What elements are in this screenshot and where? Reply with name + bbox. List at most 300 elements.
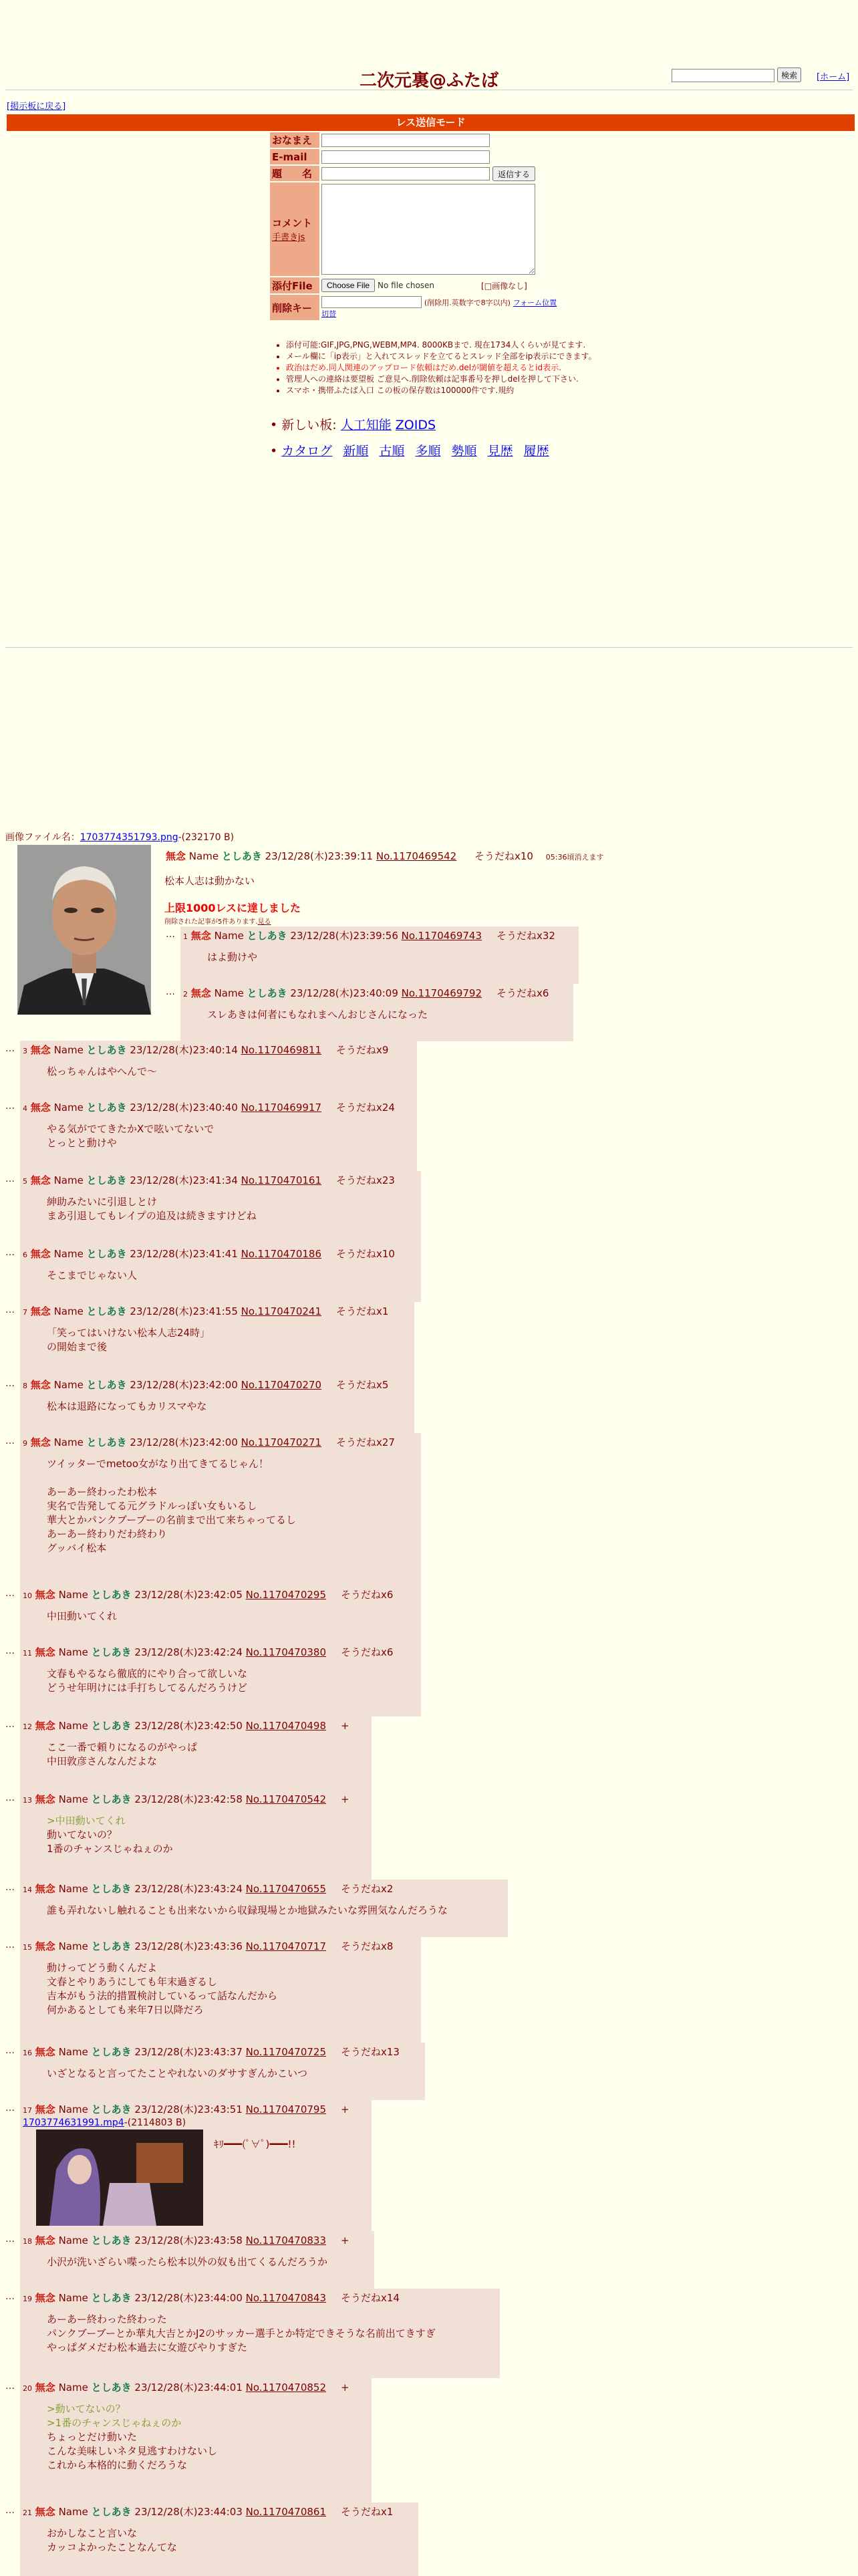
post-number-wrap	[246, 1793, 326, 1805]
reply-body: ここ一番で頼りになるのがやっぱ 中田敦彦さんなんだよな	[47, 1741, 198, 1767]
poster-name: としあき	[247, 987, 287, 999]
post-date: 23/12/28(木)23:39:11	[265, 850, 374, 862]
thread-nav: • カタログ 新順 古順 多順 勢順 見歴 履歴	[270, 444, 549, 459]
reply-header	[23, 1588, 393, 1603]
post-number-wrap	[241, 1174, 321, 1186]
reply-body: 紳助みたいに引退しとけ まあ引退してもレイプの追及は続きますけどね	[47, 1196, 257, 1222]
sodane-button[interactable]: +	[341, 2381, 349, 2394]
delkey-field[interactable]	[321, 296, 422, 308]
sodane-button[interactable]: そうだねx23	[336, 1174, 395, 1186]
reply-form	[270, 132, 557, 321]
reply-indicator: …	[5, 1882, 15, 1893]
post-number[interactable]: No.1170469811	[241, 1044, 321, 1056]
name-label: Name	[188, 850, 219, 862]
name-label: Name	[58, 1940, 88, 1952]
reply-post	[20, 2378, 372, 2509]
note-item: • 添付可能:GIF,JPG,PNG,WEBM,MP4. 8000KBまで. 現在1734人くらいが見てます.	[286, 340, 613, 351]
reply-post	[20, 1585, 421, 1643]
poster-name: としあき	[91, 2506, 132, 2518]
sodane-button[interactable]: +	[341, 2234, 349, 2246]
nav-newest[interactable]: 新順	[343, 444, 369, 459]
reply-header	[23, 2103, 349, 2117]
reply-number: 19	[23, 2295, 32, 2303]
board-title: 二次元裏@ふたば	[359, 71, 498, 91]
post-number-wrap	[241, 1044, 321, 1056]
choose-file-button[interactable]: Choose File	[321, 279, 375, 292]
reply-indicator: …	[5, 1247, 15, 1258]
subject: 無念	[35, 1720, 55, 1732]
name-label: Name	[53, 1044, 84, 1056]
name-label: Name	[214, 930, 244, 942]
subject: 無念	[35, 2046, 55, 2058]
reply-body: ｷﾘ━━━(ﾟ∀ﾟ)━━━!!	[214, 2138, 296, 2150]
deleted-notice	[164, 916, 271, 926]
reply-file-info	[23, 2116, 186, 2130]
post-date: 23/12/28(木)23:44:01	[134, 2381, 243, 2394]
post-date: 23/12/28(木)23:41:55	[130, 1305, 238, 1317]
reply-number: 13	[23, 1796, 32, 1805]
sodane-button[interactable]: そうだねx6	[341, 1646, 394, 1658]
subject: 無念	[190, 930, 211, 942]
name-label: Name	[58, 2292, 88, 2304]
reply-header	[183, 987, 549, 1001]
name-label: Name	[58, 2506, 88, 2518]
post-number[interactable]: No.1170470843	[245, 2292, 326, 2304]
reply-header	[23, 1101, 395, 1116]
sodane-button[interactable]: そうだねx8	[341, 1940, 394, 1952]
reply-post	[180, 984, 573, 1041]
handwrite-link[interactable]: 手書きjs	[272, 233, 305, 243]
post-date: 23/12/28(木)23:42:58	[134, 1793, 243, 1805]
post-number[interactable]: No.1170470186	[241, 1248, 321, 1260]
post-number-wrap	[241, 1248, 321, 1260]
sodane-button[interactable]: +	[341, 1720, 349, 1732]
name-label: Name	[53, 1174, 84, 1186]
deleted-text: 削除された記事が5件あります.	[164, 918, 258, 926]
reply-indicator: …	[5, 2291, 15, 2302]
no-file-text: No file chosen	[378, 281, 435, 290]
reply-indicator: …	[166, 987, 175, 997]
post-number[interactable]: No.1170470717	[245, 1940, 326, 1952]
reply-post	[20, 1716, 372, 1790]
post-number-wrap	[241, 1436, 321, 1448]
name-label: Name	[58, 1793, 88, 1805]
reply-body: そこまでじゃない人	[47, 1269, 138, 1281]
post-date: 23/12/28(木)23:44:00	[134, 2292, 243, 2304]
subject: 無念	[30, 1044, 51, 1056]
reply-post	[20, 1098, 417, 1172]
poster-name: としあき	[86, 1248, 127, 1260]
reply-body: ちょっとだけ動いた こんな美味しいネタ見逃すわけないし これから本格的に動くだろうな	[47, 2431, 218, 2471]
post-number-wrap	[246, 1646, 326, 1658]
no-image-checkbox[interactable]: [□画像なし]	[481, 281, 527, 291]
post-number[interactable]: No.1170469542	[376, 850, 457, 862]
file-name-label: 画像ファイル名：	[5, 832, 80, 843]
post-date: 23/12/28(木)23:43:51	[134, 2103, 243, 2115]
post-number[interactable]: No.1170470498	[245, 1720, 326, 1732]
note-item: • 政治はだめ.同人関連のアップロード依頼はだめ.delが閾値を超えるとid表示.	[286, 362, 613, 374]
poster-name: としあき	[86, 1044, 127, 1056]
comment-textarea[interactable]	[321, 184, 535, 275]
nav-most[interactable]: 多順	[415, 444, 441, 459]
nav-catalog[interactable]: カタログ	[281, 444, 333, 459]
reply-number: 15	[23, 1943, 32, 1952]
sodane-button[interactable]: そうだねx6	[341, 1589, 394, 1601]
post-date: 23/12/28(木)23:43:58	[134, 2234, 243, 2246]
subject-label: 題 名	[270, 166, 319, 181]
post-number-wrap	[246, 1720, 326, 1732]
reply-header	[23, 1305, 388, 1319]
reply-body: 「笑ってはいけない松本人志24時」 の開始まで後	[47, 1327, 210, 1353]
reply-indicator: …	[5, 1174, 15, 1184]
reply-post	[20, 1171, 421, 1245]
reply-header	[23, 2045, 400, 2060]
sodane-button[interactable]: そうだねx10	[474, 850, 533, 862]
poster-name: としあき	[86, 1102, 127, 1114]
post-date: 23/12/28(木)23:40:09	[290, 987, 398, 999]
post-date: 23/12/28(木)23:43:37	[134, 2046, 243, 2058]
post-number-wrap	[241, 1379, 321, 1391]
sodane-button[interactable]: +	[341, 1793, 349, 1805]
reply-quote: >中田動いてくれ	[47, 1815, 126, 1827]
comment-label: コメント	[272, 217, 313, 229]
reply-number: 1	[183, 932, 188, 941]
post-number[interactable]: No.1170470161	[241, 1174, 321, 1186]
post-date: 23/12/28(木)23:40:14	[130, 1044, 238, 1056]
name-label: Name	[58, 2381, 88, 2394]
sodane-button[interactable]: そうだねx27	[336, 1436, 395, 1448]
reply-body: はよ動けや	[207, 951, 258, 963]
post-number[interactable]: No.1170470270	[241, 1379, 321, 1391]
show-deleted-link[interactable]: 見る	[257, 918, 271, 926]
reply-post	[20, 2231, 374, 2289]
reply-number: 21	[23, 2508, 32, 2517]
delkey-note: (削除用.英数字で8字以内)	[424, 298, 511, 307]
post-number-wrap	[246, 2292, 326, 2304]
post-date: 23/12/28(木)23:41:41	[130, 1248, 238, 1260]
reply-body: あーあー終わった終わった パンクブーブーとか華丸大吉とかJ2のサッカー選手とか特定できそうな名前出てきすぎ やっぱダメだわ松本過去に女遊びやりすぎた	[47, 2313, 436, 2353]
back-to-board-link[interactable]: [掲示板に戻る]	[7, 102, 66, 112]
name-label: Name	[58, 1883, 88, 1895]
reply-indicator: …	[5, 1043, 15, 1054]
reply-number: 3	[23, 1047, 27, 1055]
reply-post	[20, 1643, 421, 1716]
sodane-button[interactable]: そうだねx13	[341, 2046, 400, 2058]
new-board-link[interactable]: ZOIDS	[395, 418, 436, 432]
reply-post	[20, 1376, 414, 1433]
post-number-wrap	[241, 1102, 321, 1114]
delkey-label: 削除キー	[270, 295, 319, 320]
poster-name: としあき	[91, 1793, 132, 1805]
post-date: 23/12/28(木)23:40:40	[130, 1102, 238, 1114]
name-label: Name	[58, 2234, 88, 2246]
subject: 無念	[35, 2234, 55, 2246]
new-board-label: 新しい板:	[281, 418, 337, 432]
post-number-wrap	[402, 930, 482, 942]
limit-notice: 上限1000レスに達しました	[164, 902, 301, 914]
subject: 無念	[35, 1646, 55, 1658]
subject-field[interactable]	[321, 167, 490, 180]
subject: 無念	[35, 1589, 55, 1601]
reply-indicator: …	[5, 1940, 15, 1950]
reply-indicator: …	[5, 1588, 15, 1599]
subject: 無念	[30, 1102, 51, 1114]
reply-quote: >動いてないの？ >1番のチャンスじゃねぇのか	[47, 2403, 182, 2429]
name-label: Name	[214, 987, 244, 999]
poster-name: としあき	[91, 1940, 132, 1952]
poster-name: としあき	[91, 2381, 132, 2394]
name-label: Name	[58, 1589, 88, 1601]
post-number-wrap	[246, 2234, 326, 2246]
op-body: 松本人志は動かない	[164, 875, 255, 887]
post-number-wrap	[402, 987, 482, 999]
reply-number: 2	[183, 990, 188, 999]
reply-indicator: …	[5, 2234, 15, 2244]
name-label: Name	[58, 1646, 88, 1658]
reply-post	[180, 926, 579, 984]
sodane-button[interactable]: そうだねx5	[336, 1379, 389, 1391]
post-number[interactable]: No.1170469792	[401, 987, 482, 999]
reply-header	[23, 1043, 388, 1058]
reply-header	[23, 1940, 393, 1954]
new-board-link[interactable]: 人工知能	[340, 418, 392, 432]
post-number[interactable]: No.1170470295	[245, 1589, 326, 1601]
submit-button[interactable]: 返信する	[492, 166, 535, 181]
home-link[interactable]: [ホーム]	[817, 72, 850, 82]
subject: 無念	[30, 1174, 51, 1186]
reply-body: やる気がでてきたかXで呟いてないで とっとと動けや	[47, 1123, 214, 1149]
subject: 無念	[35, 2506, 55, 2518]
reply-indicator: …	[5, 2045, 15, 2056]
reply-post	[20, 1245, 421, 1302]
nav-oldest[interactable]: 古順	[379, 444, 405, 459]
reply-body: 文春もやるなら徹底的にやり合って欲しいな どうせ年明けには手打ちしてるんだろうけど	[47, 1668, 248, 1694]
reply-header	[23, 1793, 349, 1807]
subject: 無念	[35, 2381, 55, 2394]
post-number[interactable]: No.1170470725	[245, 2046, 326, 2058]
name-label: Name	[53, 1379, 84, 1391]
post-date: 23/12/28(木)23:43:24	[134, 1883, 243, 1895]
subject: 無念	[30, 1379, 51, 1391]
portrait-image	[17, 845, 151, 1015]
name-label: Name	[58, 2046, 88, 2058]
post-number-wrap	[246, 1589, 326, 1601]
poster-name: としあき	[91, 2292, 132, 2304]
reply-body: 松っちゃんはやへんで〜	[47, 1065, 158, 1077]
switch-link[interactable]: 切替	[321, 309, 336, 318]
reply-indicator: …	[5, 2381, 15, 2392]
reply-post	[20, 2289, 500, 2378]
post-number[interactable]: No.1170470655	[245, 1883, 326, 1895]
post-number[interactable]: No.1170470241	[241, 1305, 321, 1317]
sodane-button[interactable]: そうだねx2	[341, 1883, 394, 1895]
post-number-wrap	[241, 1305, 321, 1317]
reply-indicator: …	[5, 1101, 15, 1112]
reply-body: スレあきは何者にもなれまへんおじさんになった	[207, 1009, 428, 1021]
reply-header	[23, 2505, 393, 2520]
reply-body: ツイッターでmetoo女がなり出てきてるじゃん！ あーあー終わったわ松本 実名で告発してる元グラドルっぽい女もいるし 華大とかパンクブーブーの名前まで出て来ちゃってるし あーあー終わりだわ終わり グッバイ松本	[47, 1458, 297, 1554]
subject: 無念	[30, 1305, 51, 1317]
reply-indicator: …	[5, 1436, 15, 1446]
search-button[interactable]: 検索	[777, 68, 801, 82]
op-file-link[interactable]: 1703774351793.png	[80, 832, 178, 843]
reply-indicator: …	[5, 1793, 15, 1803]
reply-body: 動いてないの？ 1番のチャンスじゃねぇのか	[47, 1829, 173, 1855]
post-number[interactable]: No.1170470852	[245, 2381, 326, 2394]
op-file-size: -(232170 B)	[178, 832, 235, 843]
post-date: 23/12/28(木)23:42:24	[134, 1646, 243, 1658]
search-input[interactable]	[672, 69, 774, 82]
subject: 無念	[166, 850, 186, 862]
post-number[interactable]: No.1170469917	[241, 1102, 321, 1114]
post-date: 23/12/28(木)23:42:50	[134, 1720, 243, 1732]
op-header	[166, 849, 603, 863]
reply-header	[23, 1882, 393, 1897]
sodane-button[interactable]: そうだねx9	[336, 1044, 389, 1056]
poster-name: としあき	[91, 1589, 132, 1601]
reply-header	[23, 1174, 395, 1188]
board-notes	[279, 340, 613, 396]
reply-post	[20, 1433, 421, 1585]
post-number[interactable]: No.1170470542	[245, 1793, 326, 1805]
reply-file-link[interactable]: 1703774631991.mp4	[23, 2117, 124, 2128]
email-field[interactable]	[321, 150, 490, 164]
post-date: 23/12/28(木)23:43:36	[134, 1940, 243, 1952]
sodane-button[interactable]: そうだねx6	[496, 987, 549, 999]
reply-post	[20, 2100, 372, 2231]
reply-header	[23, 2234, 349, 2248]
poster-name: としあき	[86, 1436, 127, 1448]
sodane-button[interactable]: そうだねx32	[496, 930, 555, 942]
note-item: • メール欄に「ip表示」と入れてスレッドを立てるとスレッド全部をip表示にできます。	[286, 351, 613, 362]
name-field[interactable]	[321, 134, 490, 147]
post-number-wrap	[246, 2103, 326, 2115]
video-frame	[36, 2130, 203, 2226]
divider	[5, 647, 853, 648]
subject: 無念	[35, 1940, 55, 1952]
reply-number: 14	[23, 1886, 32, 1894]
sodane-button[interactable]: そうだねx24	[336, 1102, 395, 1114]
poster-name: としあき	[91, 1883, 132, 1895]
sodane-button[interactable]: +	[341, 2103, 349, 2115]
reply-body: 中田動いてくれ	[47, 1610, 118, 1622]
reply-number: 18	[23, 2237, 32, 2246]
reply-body: 小沢が洗いざらい喋ったら松本以外の奴も出てくるんだろうか	[47, 2256, 328, 2268]
poster-name: としあき	[247, 930, 287, 942]
reply-indicator: …	[5, 2505, 15, 2516]
reply-number: 17	[23, 2106, 32, 2115]
post-number[interactable]: No.1170470861	[245, 2506, 326, 2518]
sodane-button[interactable]: そうだねx10	[336, 1248, 395, 1260]
nav-momentum[interactable]: 勢順	[451, 444, 477, 459]
post-date: 23/12/28(木)23:42:00	[130, 1436, 238, 1448]
post-number[interactable]: No.1170470795	[245, 2103, 326, 2115]
post-number[interactable]: No.1170470380	[245, 1646, 326, 1658]
video-thumbnail[interactable]	[36, 2130, 203, 2226]
reply-number: 6	[23, 1251, 27, 1259]
reply-number: 9	[23, 1439, 27, 1448]
reply-header	[23, 2381, 349, 2396]
name-label: Name	[53, 1436, 84, 1448]
reply-number: 8	[23, 1382, 27, 1390]
subject: 無念	[30, 1248, 51, 1260]
form-position-link[interactable]: フォーム位置	[513, 298, 557, 307]
reply-indicator: …	[5, 2103, 15, 2113]
subject: 無念	[30, 1436, 51, 1448]
post-date: 23/12/28(木)23:44:03	[134, 2506, 243, 2518]
email-label: E-mail	[270, 149, 319, 164]
poster-name: としあき	[91, 2046, 132, 2058]
reply-number: 5	[23, 1177, 27, 1186]
reply-post	[20, 1937, 421, 2043]
reply-indicator: …	[5, 1305, 15, 1315]
subject: 無念	[35, 1793, 55, 1805]
reply-body: 誰も弄れないし触れることも出来ないから収録現場とか地獄みたいな雰囲気なんだろうな	[47, 1904, 448, 1916]
reply-header	[23, 1247, 395, 1262]
poster-name: としあき	[86, 1379, 127, 1391]
reply-indicator: …	[5, 1646, 15, 1656]
reply-post	[20, 1790, 372, 1880]
reply-post	[20, 1302, 414, 1376]
subject: 無念	[35, 2292, 55, 2304]
post-date: 23/12/28(木)23:39:56	[290, 930, 398, 942]
poster-name: としあき	[221, 850, 262, 862]
post-number-wrap	[246, 2046, 326, 2058]
name-label: Name	[58, 1720, 88, 1732]
reply-header	[23, 1719, 349, 1734]
reply-indicator: …	[5, 1719, 15, 1730]
post-number-wrap	[246, 1883, 326, 1895]
reply-body: 松本は退路になってもカリスマやな	[47, 1400, 207, 1412]
expire-time: 05:36頃消えます	[545, 853, 604, 862]
post-number[interactable]: No.1170470271	[241, 1436, 321, 1448]
reply-body: 動けってどう動くんだよ 文春とやりあうにしても年末過ぎるし 吉本がもう法的措置検討しているって話なんだから 何かあるとしても来年7日以降だろ	[47, 1962, 278, 2016]
poster-name: としあき	[91, 2234, 132, 2246]
post-date: 23/12/28(木)23:42:05	[134, 1589, 243, 1601]
reply-number: 16	[23, 2049, 32, 2057]
poster-name: としあき	[91, 1720, 132, 1732]
reply-post	[20, 1880, 508, 1937]
reply-file-size: -(2114803 B)	[124, 2117, 186, 2128]
nav-history[interactable]: 履歴	[523, 444, 549, 459]
comment-label-cell	[270, 182, 319, 276]
sodane-button[interactable]: そうだねx14	[341, 2292, 400, 2304]
op-image[interactable]	[17, 845, 151, 1015]
post-number-wrap	[246, 1940, 326, 1952]
reply-number: 11	[23, 1649, 32, 1658]
nav-viewed[interactable]: 見歴	[487, 444, 513, 459]
post-number-wrap	[246, 2506, 326, 2518]
reply-number: 12	[23, 1722, 32, 1731]
poster-name: としあき	[86, 1305, 127, 1317]
subject: 無念	[35, 2103, 55, 2115]
post-date: 23/12/28(木)23:41:34	[130, 1174, 238, 1186]
name-label: Name	[53, 1248, 84, 1260]
reply-number: 4	[23, 1104, 27, 1113]
sodane-button[interactable]: そうだねx1	[336, 1305, 389, 1317]
post-number[interactable]: No.1170469743	[401, 930, 482, 942]
reply-header	[23, 1646, 393, 1660]
search-form	[672, 68, 801, 82]
post-number[interactable]: No.1170470833	[245, 2234, 326, 2246]
reply-number: 10	[23, 1591, 32, 1600]
file-label: 添付File	[270, 277, 319, 293]
reply-header	[23, 1436, 395, 1450]
name-label: おなまえ	[270, 132, 319, 148]
poster-name: としあき	[91, 2103, 132, 2115]
sodane-button[interactable]: そうだねx1	[341, 2506, 394, 2518]
reply-indicator: …	[166, 929, 175, 940]
